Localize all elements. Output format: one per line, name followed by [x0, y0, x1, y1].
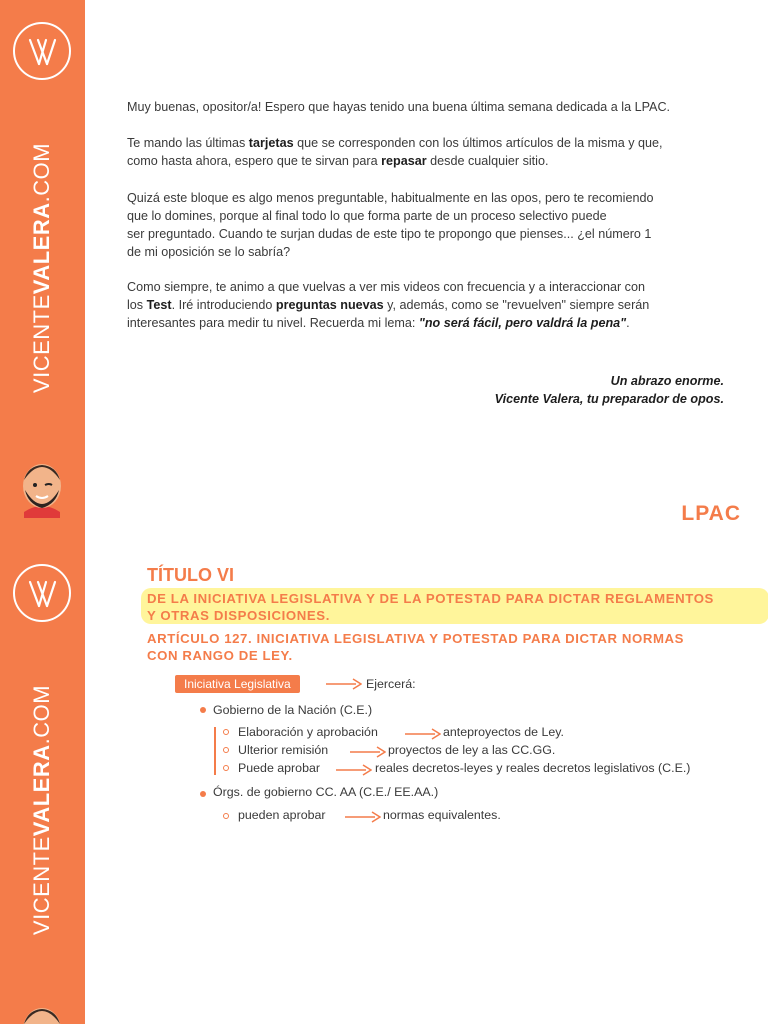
- sub-bullet: [223, 765, 229, 771]
- bullet: [200, 791, 206, 797]
- initiative-tag: Iniciativa Legislativa: [175, 675, 300, 693]
- title-subheading: DE LA INICIATIVA LEGISLATIVA Y DE LA POTESTAD PARA DICTAR REGLAMENTOS Y OTRAS DISPOSICIONES.: [147, 591, 714, 623]
- initiative-result: Ejercerá:: [366, 677, 416, 691]
- brand-vertical-text: VICENTEVALERA.COM: [29, 142, 54, 394]
- avatar-icon: [16, 1000, 68, 1024]
- sub-bullet: [223, 813, 229, 819]
- arrow-right-icon: [350, 746, 386, 758]
- arrow-right-icon: [405, 728, 441, 740]
- brand-vertical-text-secondary: VICENTEVALERA.COM: [29, 684, 54, 936]
- title-heading: TÍTULO VI: [147, 565, 234, 585]
- logo: [13, 22, 71, 80]
- list-item: Ulterior remisión: [238, 743, 329, 757]
- avatar-icon: [16, 456, 68, 518]
- list-item: Órgs. de gobierno CC. AA (C.E./ EE.AA.): [213, 785, 439, 799]
- list-item: pueden aprobar: [238, 808, 326, 822]
- intro-paragraph-2: Te mando las últimas tarjetas que se corresponden con los últimos artículos de la misma y que, como hasta ahora, espero que te sirvan para repasar desde cualquier sitio.: [127, 136, 663, 168]
- list-item-result: reales decretos-leyes y reales decretos legislativos (C.E.): [375, 761, 691, 775]
- intro-paragraph-4: Como siempre, te animo a que vuelvas a ver mis videos con frecuencia y a interaccionar con los Test. Iré introduciendo preguntas nuevas y, además, como se "revuelven" siempre serán interesantes para medir tu nivel. Recuerda mi lema: "no será fácil, pero valdrá la pena".: [127, 280, 650, 330]
- logo-secondary: [13, 564, 71, 622]
- arrow-right-icon: [345, 811, 381, 823]
- list-item: Gobierno de la Nación (C.E.): [213, 703, 373, 717]
- list-item: Puede aprobar: [238, 761, 320, 775]
- group-bracket: [214, 727, 216, 775]
- signature-line-2: Vicente Valera, tu preparador de opos.: [494, 392, 724, 406]
- bullet: [200, 707, 206, 713]
- sidebar: [0, 0, 85, 1024]
- list-item-result: anteproyectos de Ley.: [443, 725, 565, 739]
- sub-bullet: [223, 747, 229, 753]
- list-item-result: proyectos de ley a las CC.GG.: [388, 743, 556, 757]
- article-heading: ARTÍCULO 127. INICIATIVA LEGISLATIVA Y POTESTAD PARA DICTAR NORMAS CON RANGO DE LEY.: [147, 631, 685, 663]
- intro-paragraph-1: Muy buenas, opositor/a! Espero que hayas tenido una buena última semana dedicada a la LPAC.: [127, 100, 671, 114]
- list-item: Elaboración y aprobación: [238, 725, 378, 739]
- sub-bullet: [223, 729, 229, 735]
- list-item-result: normas equivalentes.: [383, 808, 501, 822]
- section-label: LPAC: [681, 502, 741, 525]
- intro-paragraph-3: Quizá este bloque es algo menos preguntable, habitualmente en las opos, pero te recomiendo que lo domines, porque al final todo lo que forma parte de un proceso selectivo puede ser preguntado. Cuando te surjan dudas de este tipo te propongo que pienses... ¿el número 1 de mi oposición se lo sabría?: [127, 191, 654, 259]
- vv-monogram-icon: [15, 24, 69, 78]
- vv-monogram-icon: [15, 566, 69, 620]
- signature-line-1: Un abrazo enorme.: [610, 374, 724, 388]
- arrow-right-icon: [336, 764, 372, 776]
- arrow-right-icon: [326, 678, 362, 690]
